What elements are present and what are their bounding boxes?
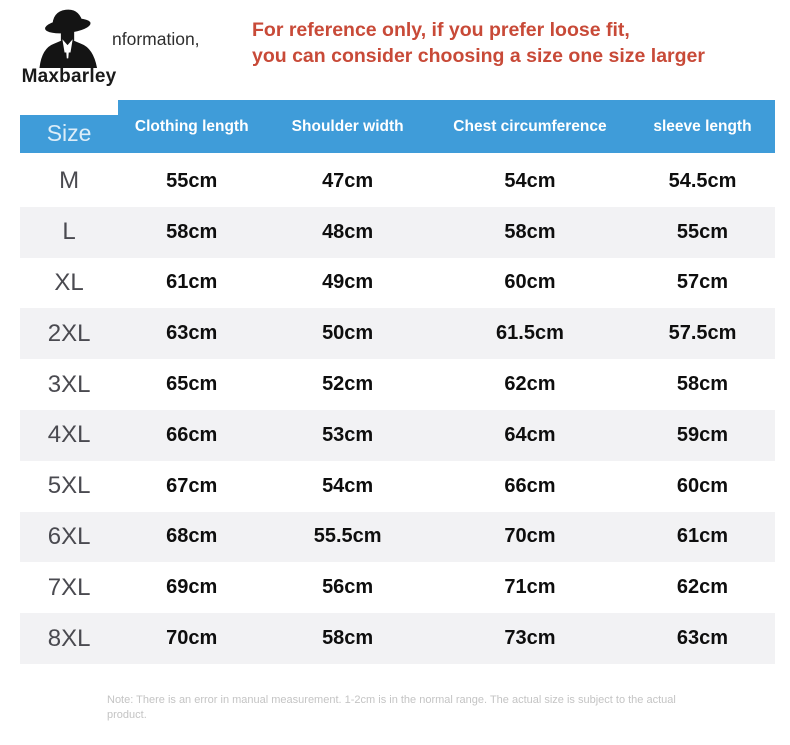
man-with-hat-icon — [31, 6, 107, 68]
table-row — [20, 308, 775, 359]
measurement-cell: 49cm — [322, 271, 374, 294]
measurement-cell: 55.5cm — [313, 525, 382, 548]
measurement-cell: 54cm — [504, 169, 556, 192]
measurement-cell: 64cm — [504, 423, 556, 446]
measurement-cell: 53cm — [322, 423, 374, 446]
measurement-cell: 58cm — [322, 627, 374, 650]
measurement-cell: 70cm — [504, 525, 556, 548]
size-cell: 2XL — [47, 319, 91, 347]
measurement-cell: 61cm — [166, 271, 218, 294]
page-title-fragment: nformation, — [112, 29, 200, 49]
measurement-cell: 55cm — [166, 169, 218, 192]
measurement-cell: 61.5cm — [496, 322, 564, 345]
measurement-cell: 69cm — [166, 576, 218, 599]
table-row — [20, 461, 775, 512]
measurement-cell: 66cm — [166, 423, 218, 446]
measurement-cell: 50cm — [322, 322, 374, 345]
size-cell: 5XL — [47, 472, 91, 500]
measurement-cell: 61cm — [676, 525, 729, 548]
measurement-cell: 60cm — [504, 271, 556, 294]
column-header-chest-circumference: Chest circumference — [430, 100, 630, 153]
measurement-cell: 54cm — [322, 474, 374, 497]
table-row — [20, 562, 775, 613]
measurement-cell: 52cm — [322, 373, 374, 396]
measurement-cell: 60cm — [676, 474, 729, 497]
table-row — [20, 613, 775, 664]
size-notice — [252, 17, 705, 69]
table-row — [20, 207, 775, 258]
measurement-cell: 65cm — [166, 373, 218, 396]
measurement-cell: 57.5cm — [668, 322, 737, 345]
measurement-cell: 62cm — [504, 373, 556, 396]
size-cell: 8XL — [47, 624, 91, 652]
table-row — [20, 359, 775, 410]
measurement-cell: 58cm — [676, 373, 729, 396]
measurement-cell: 47cm — [322, 169, 374, 192]
measurement-cell: 73cm — [504, 627, 556, 650]
table-row — [20, 258, 775, 309]
size-notice-line1: For reference only, if you prefer loose fit, — [252, 19, 630, 41]
size-table — [20, 100, 775, 664]
measurement-cell: 62cm — [676, 576, 729, 599]
measurement-cell: 70cm — [166, 627, 218, 650]
size-table-grid — [20, 156, 775, 664]
measurement-cell: 54.5cm — [668, 169, 737, 192]
column-header-sleeve-length: sleeve length — [630, 100, 775, 153]
size-cell: XL — [54, 268, 84, 296]
measurement-cell: 48cm — [322, 220, 374, 243]
measurement-cell: 66cm — [504, 474, 556, 497]
measurement-note: Note: There is an error in manual measurement. 1-2cm is in the normal range. The actual size is subject to the actual product. — [107, 694, 676, 721]
table-row — [20, 410, 775, 461]
table-header-row — [20, 100, 775, 153]
measurement-cell: 63cm — [676, 627, 729, 650]
measurement-cell: 58cm — [166, 220, 218, 243]
measurement-cell: 58cm — [504, 220, 556, 243]
brand-logo — [12, 6, 126, 88]
column-header-clothing-length: Clothing length — [118, 100, 265, 153]
column-header-size: Size — [20, 100, 118, 153]
table-row — [20, 156, 775, 207]
size-cell: L — [62, 218, 76, 246]
measurement-cell: 59cm — [676, 423, 729, 446]
measurement-cell: 57cm — [676, 271, 729, 294]
measurement-cell: 68cm — [166, 525, 218, 548]
size-cell: 7XL — [47, 573, 91, 601]
size-cell: M — [59, 167, 80, 195]
table-row — [20, 512, 775, 563]
size-cell: 3XL — [47, 370, 91, 398]
size-cell: 4XL — [47, 421, 91, 449]
measurement-cell: 67cm — [166, 474, 218, 497]
measurement-cell: 71cm — [504, 576, 556, 599]
measurement-cell: 56cm — [322, 576, 374, 599]
brand-name: Maxbarley — [21, 66, 117, 87]
measurement-cell: 55cm — [676, 220, 729, 243]
column-header-shoulder-width: Shoulder width — [265, 100, 430, 153]
size-notice-line2: you can consider choosing a size one size larger — [252, 45, 705, 67]
measurement-cell: 63cm — [166, 322, 218, 345]
size-cell: 6XL — [47, 522, 91, 550]
size-table-body — [20, 156, 775, 664]
